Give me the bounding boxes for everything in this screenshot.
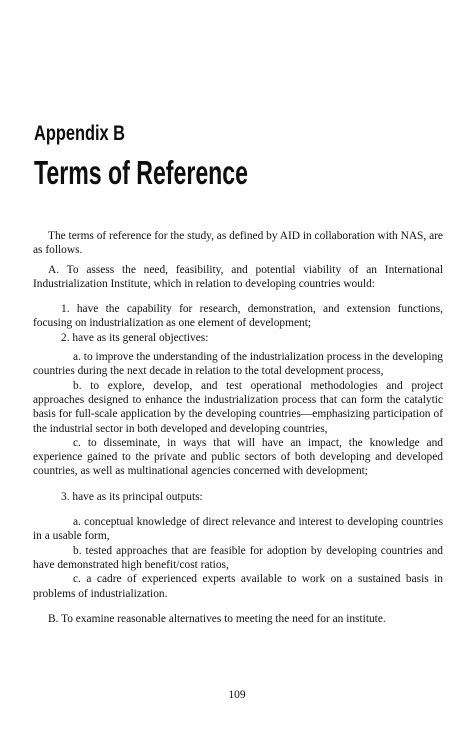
page-number: 109 [228,689,246,701]
item-2a-paragraph: a. to improve the understanding of the industrialization process in the developing countries during the next decade in relation to the total development process, [33,351,443,378]
item-2c-paragraph: c. to disseminate, in ways that will have an impact, the knowledge and experience gained to the private and public sectors of both developing and developed countries, as well as multinational agencies concerned with development; [33,436,443,478]
item-1-paragraph: 1. have the capability for research, demonstration, and extension functions, focusing on industrialization as one element of development; [33,303,443,330]
appendix-label: Appendix B [34,122,126,145]
intro-paragraph: The terms of reference for the study, as defined by AID in collaboration with NAS, are as follows. [33,230,443,257]
item-3a-paragraph: a. conceptual knowledge of direct relevance and interest to developing countries in a usable form, [33,516,443,543]
section-b-paragraph: B. To examine reasonable alternatives to meeting the need for an institute. [48,612,386,625]
item-3b-paragraph: b. tested approaches that are feasible for adoption by developing countries and have demonstrated high benefit/cost ratios, [33,544,443,571]
item-3-paragraph: 3. have as its principal outputs: [61,490,203,503]
item-3c-paragraph: c. a cadre of experienced experts available to work on a sustained basis in problems of industrialization. [33,573,443,600]
item-2b-paragraph: b. to explore, develop, and test operational methodologies and project approaches designed to enhance the industrialization process that can form the catalytic basis for full-scale application by the developing countries—emphasizing participation of the industrial sector in both developed and developing countries, [33,379,443,435]
body-text [33,229,443,626]
section-a-paragraph: A. To assess the need, feasibility, and potential viability of an International Industrialization Institute, which in relation to developing countries would: [33,263,443,290]
page-title: Terms of Reference [34,154,248,191]
item-2-paragraph: 2. have as its general objectives: [61,331,209,344]
